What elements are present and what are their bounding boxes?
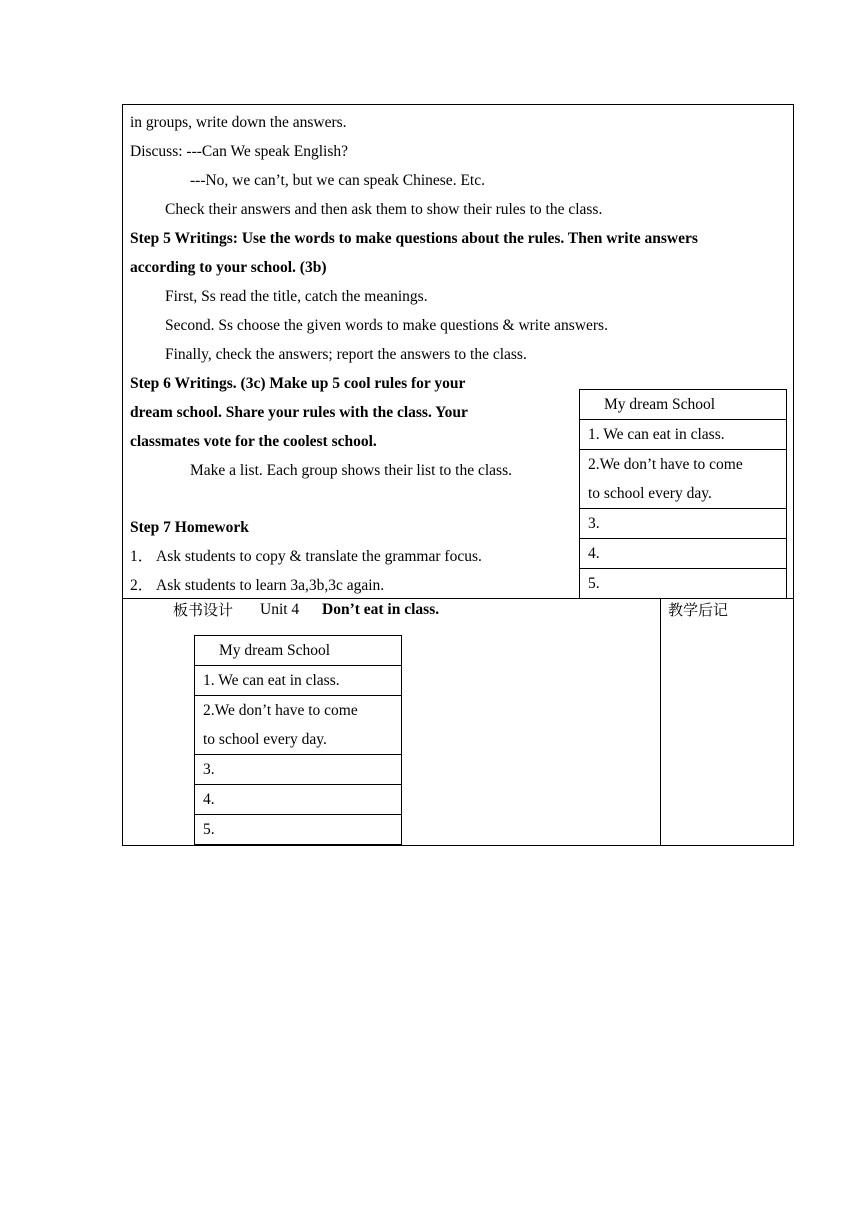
table-header: My dream School (195, 636, 402, 666)
table-row (195, 696, 402, 755)
teaching-notes-label: 教学后记 (668, 601, 729, 619)
homework-item: Ask students to learn 3a,3b,3c again. (156, 577, 385, 594)
text-line: First, Ss read the title, catch the meanings. (165, 288, 428, 305)
unit-label: Unit 4 (260, 601, 300, 618)
text-line: Second. Ss choose the given words to make questions & write answers. (165, 317, 608, 334)
table-row: 5. (580, 569, 787, 599)
row-text: to school every day. (588, 485, 712, 502)
step7-heading: Step 7 Homework (130, 519, 249, 536)
text-line: Make a list. Each group shows their list to the class. (190, 462, 512, 479)
table-header: My dream School (580, 390, 787, 420)
text-line: Finally, check the answers; report the answers to the class. (165, 346, 527, 363)
board-dream-school-table (194, 635, 402, 845)
homework-item: Ask students to copy & translate the grammar focus. (156, 548, 482, 565)
unit-title: Don’t eat in class. (322, 601, 440, 618)
table-row: 3. (195, 755, 402, 785)
table-row: 5. (195, 815, 402, 845)
text-line: Check their answers and then ask them to show their rules to the class. (165, 201, 603, 218)
table-row: 4. (580, 539, 787, 569)
row-text: to school every day. (203, 731, 327, 748)
row-text: 2.We don’t have to come (588, 456, 743, 473)
step6-heading: classmates vote for the coolest school. (130, 433, 377, 450)
step6-heading: Step 6 Writings. (3c) Make up 5 cool rules for your (130, 375, 466, 392)
homework-number: 1． (130, 548, 154, 565)
column-divider (660, 598, 661, 846)
step5-heading: according to your school. (3b) (130, 259, 327, 276)
dream-school-table (579, 389, 787, 599)
board-design-label: 板书设计 (173, 601, 234, 619)
table-row: 1. We can eat in class. (195, 666, 402, 696)
homework-number: 2． (130, 577, 154, 594)
row-text: 2.We don’t have to come (203, 702, 358, 719)
text-line: Discuss: ---Can We speak English? (130, 143, 349, 160)
text-line: ---No, we can’t, but we can speak Chinese. Etc. (190, 172, 485, 189)
table-row: 1. We can eat in class. (580, 420, 787, 450)
table-row: 3. (580, 509, 787, 539)
table-row: 4. (195, 785, 402, 815)
text-line: in groups, write down the answers. (130, 114, 347, 131)
table-row (580, 450, 787, 509)
step6-heading: dream school. Share your rules with the class. Your (130, 404, 468, 421)
step5-heading: Step 5 Writings: Use the words to make questions about the rules. Then write answers (130, 230, 698, 247)
